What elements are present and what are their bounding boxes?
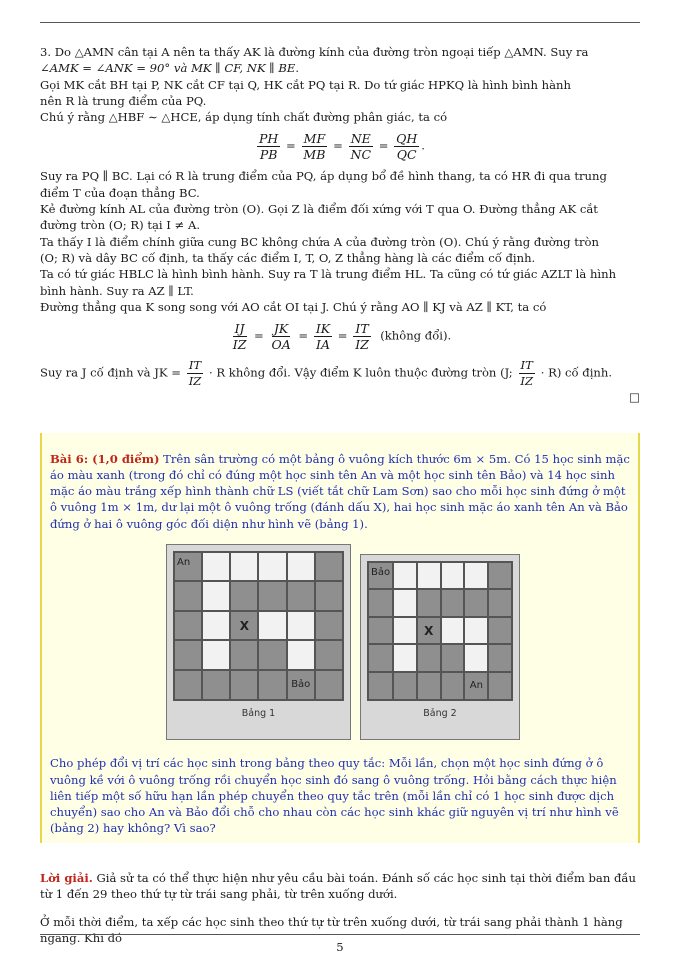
board-cell [441,562,465,590]
equation-2: $\frac{IJ}{IZ}$ = $\frac{JK}{OA}$ = $\frac{IK}{IA}$ = $\frac{IT}{IZ}$ (không đổi). [232,321,452,353]
board-cell [441,644,465,672]
board-cell [202,640,230,670]
text-line: bình hành. Suy ra AZ ∥ LT. [40,283,194,298]
board-cell-student: An [174,552,202,582]
solution-line: Ở mỗi thời điểm, ta xếp các học sinh theo thứ tự từ trên xuống dưới, từ trái sang phải thành 1 hàng ngang. Khi đó [40,914,623,946]
text-line: đường tròn (O; R) tại I ≠ A. [40,218,201,233]
equation-1: $\frac{PH}{PB}$ = $\frac{MF}{MB}$ = $\frac{NE}{NC}$ = $\frac{QH}{QC}$ . [259,131,425,163]
problem-title: Bài 6: (1,0 điểm) [50,451,160,466]
board-1-grid [173,551,344,701]
board-cell [393,617,417,645]
board-cell [230,640,258,670]
board-cell [417,562,441,590]
page-number: 5 [336,940,344,954]
board-cell [258,581,286,611]
board-cell [315,581,343,611]
board-cell-student: Bảo [287,670,315,700]
board-cell [315,670,343,700]
board-cell [368,589,393,617]
board-cell [258,640,286,670]
board-cell [393,644,417,672]
text-line: 3. Do △AMN cân tại A nên ta thấy AK là đường kính của đường tròn ngoại tiếp △AMN. Suy ra [40,45,589,59]
board-cell [368,644,393,672]
board-cell [464,589,488,617]
text-line: Gọi MK cắt BH tại P, NK cắt CF tại Q, HK cắt PQ tại R. Do tứ giác HPKQ là hình bình hành [40,77,571,92]
problem-text: Trên sân trường có một bảng ô vuông kích thước 6m × 5m. Có 15 học sinh mặc áo màu xanh (trong đó chỉ có đúng một học sinh tên An và một học sinh tên Bảo) và 14 học sinh mặc áo màu trắng xếp hình thành chữ LS (viết tắt chữ Lam Sơn) sao cho mỗi học sinh đứng ở một ô vuông 1m × 1m, dư lại một ô vuông trống (đánh dấu X), hai học sinh mặc áo xanh tên An và Bảo đứng ở hai ô vuông góc đối diện như hình vẽ (bảng 1). [50,451,630,531]
equation-note: (không đổi). [380,328,452,343]
header-rule [40,22,640,23]
board-cell [464,562,488,590]
board-cell [368,617,393,645]
board-cell [488,589,512,617]
board-cell [393,562,417,590]
footer-rule [40,934,640,935]
board-cell [202,611,230,641]
board-cell [174,581,202,611]
board-cell [202,670,230,700]
board-cell [230,581,258,611]
problem-box [40,433,640,843]
text-line: (O; R) và dây BC cố định, ta thấy các điểm I, T, O, Z thẳng hàng là các điểm cố định. [40,250,536,265]
text-fragment: · R) cố định. [540,365,613,380]
board-cell [258,670,286,700]
board-cell-student: An [464,672,488,700]
board-cell [488,562,512,590]
board-cell [393,672,417,700]
board-cell [174,611,202,641]
board-cell [202,581,230,611]
board-cell-empty: X [417,617,441,645]
text-line: Ta thấy I là điểm chính giữa cung BC không chứa A của đường tròn (O). Chú ý rằng đường tròn [40,234,599,249]
text-line: Chú ý rằng △HBF ∼ △HCE, áp dụng tính chất đường phân giác, ta có [40,110,448,125]
text-fragment: · R không đổi. Vậy điểm K luôn thuộc đường tròn (J; [209,365,513,380]
board-cell [417,644,441,672]
board-cell [230,552,258,582]
qed-symbol: □ [629,390,640,405]
board-2-caption: Bảng 2 [423,707,457,719]
board-cell [202,552,230,582]
board-cell [315,611,343,641]
text-line: Ta có tứ giác HBLC là hình bình hành. Suy ra T là trung điểm HL. Ta cũng có tứ giác AZLT là hình [40,267,617,282]
board-cell [441,672,465,700]
board-cell [488,617,512,645]
board-cell [287,640,315,670]
text-line: Suy ra J cố định và JK = $\frac{IT}{IZ}$ · R không đổi. Vậy điểm K luôn thuộc đường tròn (J; $\frac{IT}{IZ}$ · R) cố định. [40,358,613,389]
board-2-grid [367,561,513,701]
board-cell [258,552,286,582]
text-line: ∠AMK = ∠ANK = 90° và MK ∥ CF, NK ∥ BE. [40,61,300,76]
board-cell-empty: X [230,611,258,641]
text-line: Đường thẳng qua K song song với AO cắt OI tại J. Chú ý rằng AO ∥ KJ và AZ ∥ KT, ta có [40,299,547,314]
board-cell [488,644,512,672]
board-cell [287,611,315,641]
solution-text: Giả sử ta có thể thực hiện như yêu cầu bài toán. Đánh số các học sinh tại thời điểm ban đầu từ 1 đến 29 theo thứ tự từ trái sang phải, từ trên xuống dưới. [40,870,636,901]
text-line: Kẻ đường kính AL của đường tròn (O). Gọi Z là điểm đối xứng với T qua O. Đường thẳng AK cắt [40,202,598,217]
board-cell [315,552,343,582]
board-cell [230,670,258,700]
board-cell [258,611,286,641]
solution-label: Lời giải. [40,870,93,885]
board-cell [287,552,315,582]
board-cell [464,644,488,672]
text-line: nên R là trung điểm của PQ. [40,93,207,108]
board-cell [417,672,441,700]
board-cell [174,640,202,670]
board-cell-student: Bảo [368,562,393,590]
section-3 [40,44,640,405]
text-line: Suy ra PQ ∥ BC. Lại có R là trung điểm của PQ, áp dụng bổ đề hình thang, ta có HR đi qua trung [40,169,607,184]
board-cell [174,670,202,700]
figure-boards [50,544,632,744]
board-cell [464,617,488,645]
solution-line [40,870,640,903]
board-2 [360,554,520,740]
board-cell [441,617,465,645]
board-cell [417,589,441,617]
text-fragment: Suy ra J cố định và JK = [40,365,181,380]
board-cell [315,640,343,670]
board-cell [287,581,315,611]
board-cell [368,672,393,700]
problem-statement [50,451,632,532]
board-1-caption: Bảng 1 [241,707,276,719]
problem-question: Cho phép đổi vị trí các học sinh trong bảng theo quy tắc: Mỗi lần, chọn một học sinh đứng ở ô vuông kề với ô vuông trống rồi chuyển học sinh đó sang ô vuông trống. Hỏi bằng cách thực hiện liên tiếp một số hữu hạn lần phép chuyển theo quy tắc trên (mỗi lần chỉ có 1 học sinh được dịch chuyển) sao cho An và Bảo đổi chỗ cho nhau còn các học sinh khác giữ nguyên vị trí như hình vẽ (bảng 2) hay không? Vì sao? [50,756,619,836]
board-1 [166,544,351,740]
board-cell [393,589,417,617]
board-cell [441,589,465,617]
board-cell [488,672,512,700]
text-line: điểm T của đoạn thẳng BC. [40,185,200,200]
